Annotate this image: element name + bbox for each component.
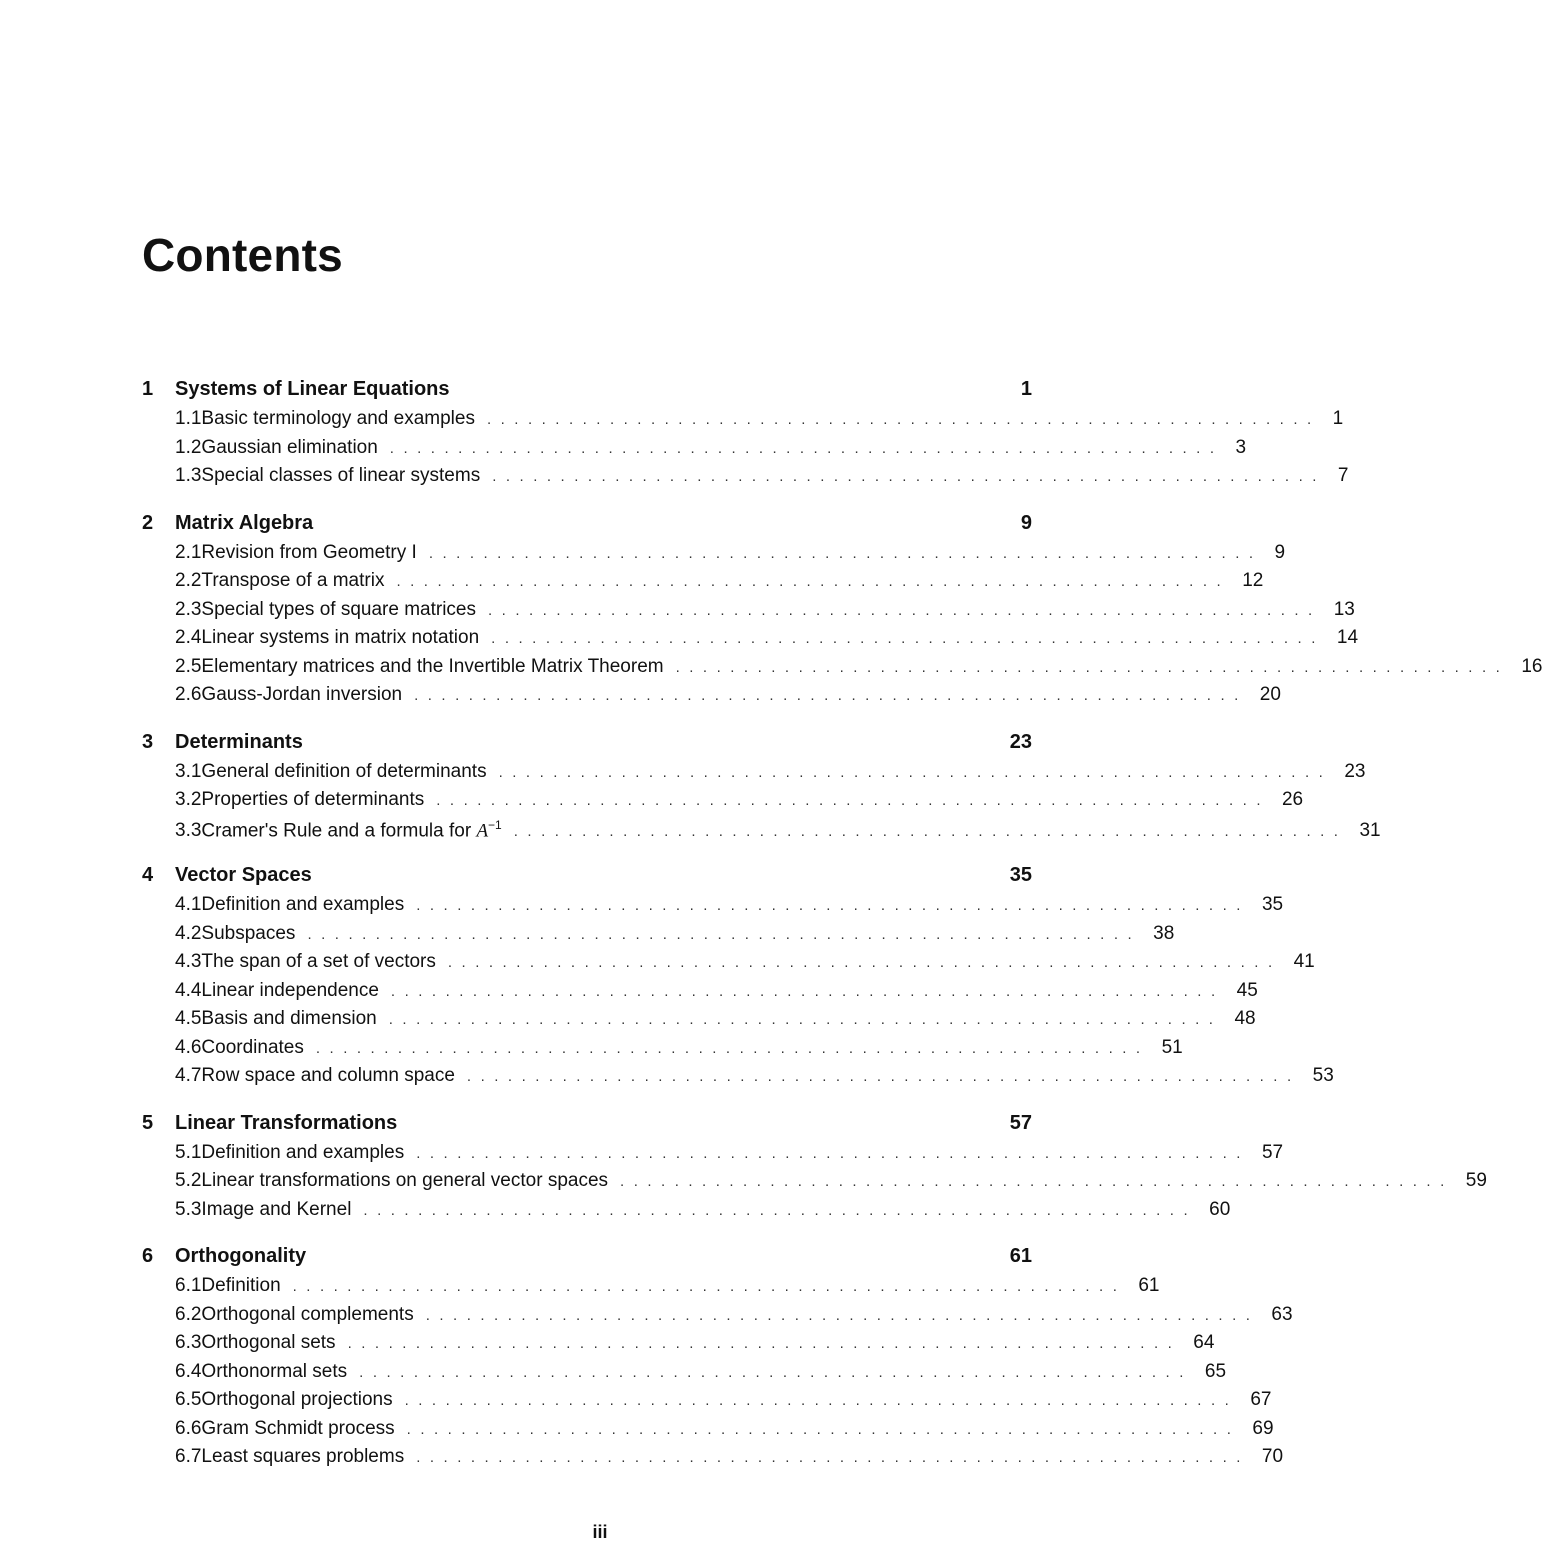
section-entry[interactable] bbox=[142, 922, 1175, 952]
section-number: 6.3 bbox=[175, 1332, 202, 1353]
section-entry[interactable] bbox=[142, 541, 1286, 571]
section-title: Linear systems in matrix notation bbox=[201, 627, 480, 648]
section-entry[interactable] bbox=[142, 1332, 1215, 1361]
chapter-page: 1 bbox=[1020, 378, 1032, 400]
toc-chapter bbox=[142, 511, 1542, 713]
section-entry[interactable] bbox=[142, 655, 1542, 685]
section-number: 4.5 bbox=[175, 1008, 202, 1029]
chapter-title: Linear Transformations bbox=[175, 1111, 398, 1134]
section-title: Properties of determinants bbox=[201, 789, 425, 810]
chapter-number: 4 bbox=[142, 864, 154, 886]
section-number: 2.2 bbox=[175, 570, 202, 591]
toc-chapter bbox=[142, 730, 1381, 847]
section-entry[interactable] bbox=[142, 789, 1304, 818]
section-number: 2.1 bbox=[175, 541, 202, 563]
section-title-wrap bbox=[201, 684, 402, 706]
section-title-wrap bbox=[201, 1446, 404, 1468]
section-page: 1 bbox=[1332, 408, 1344, 429]
section-title-wrap bbox=[201, 951, 435, 973]
section-number: 1.1 bbox=[175, 408, 202, 429]
dot-leader: ............................................................. bbox=[404, 1392, 1239, 1409]
toc-chapter bbox=[142, 1111, 1487, 1228]
section-number: 4.1 bbox=[175, 894, 202, 915]
section-page: 69 bbox=[1252, 1417, 1274, 1439]
section-title: Gauss-Jordan inversion bbox=[201, 684, 403, 705]
section-title: The span of a set of vectors bbox=[201, 951, 436, 972]
section-title: Gram Schmidt process bbox=[201, 1417, 395, 1439]
section-page: 23 bbox=[1344, 760, 1366, 782]
section-page: 70 bbox=[1261, 1446, 1284, 1467]
chapter-page: 61 bbox=[1009, 1245, 1032, 1267]
section-entry[interactable] bbox=[142, 1389, 1272, 1418]
dot-leader: ............................................................. bbox=[389, 439, 1224, 457]
section-page: 64 bbox=[1193, 1332, 1215, 1353]
section-entry[interactable] bbox=[142, 894, 1284, 923]
section-title: Orthonormal sets bbox=[201, 1360, 348, 1382]
section-title-wrap bbox=[201, 570, 384, 592]
chapter-title: Determinants bbox=[175, 730, 303, 753]
section-page: 41 bbox=[1293, 951, 1315, 972]
section-title-wrap bbox=[201, 789, 424, 811]
section-number: 5.2 bbox=[175, 1170, 202, 1191]
section-title-wrap bbox=[201, 818, 501, 842]
section-page: 20 bbox=[1259, 684, 1281, 705]
section-title: Image and Kernel bbox=[201, 1198, 352, 1220]
section-title: Subspaces bbox=[201, 922, 296, 944]
chapter-entry[interactable] bbox=[142, 864, 1032, 894]
section-title: Revision from Geometry I bbox=[201, 541, 417, 563]
section-title: Definition bbox=[201, 1275, 281, 1296]
section-title-wrap bbox=[201, 1361, 347, 1383]
section-number: 1.2 bbox=[175, 436, 202, 458]
section-number: 2.6 bbox=[175, 684, 202, 705]
section-entry[interactable] bbox=[142, 465, 1349, 494]
dot-leader: ............................................................. bbox=[388, 1011, 1223, 1028]
section-number: 6.4 bbox=[175, 1360, 202, 1382]
section-title: Orthogonal projections bbox=[201, 1389, 393, 1410]
section-title-wrap bbox=[201, 1275, 280, 1297]
section-title: Elementary matrices and the Invertible Matrix Theorem bbox=[201, 655, 664, 677]
dot-leader: ............................................................. bbox=[396, 573, 1231, 590]
section-entry[interactable] bbox=[142, 1446, 1284, 1475]
section-page: 3 bbox=[1235, 436, 1247, 458]
dot-leader: ............................................................. bbox=[436, 792, 1270, 809]
section-title: Orthogonal complements bbox=[201, 1303, 414, 1325]
section-title-wrap bbox=[201, 761, 486, 783]
section-entry[interactable] bbox=[142, 627, 1359, 656]
section-title-wrap bbox=[201, 656, 663, 678]
section-entry[interactable] bbox=[142, 817, 1381, 847]
section-title: Linear independence bbox=[201, 979, 379, 1001]
section-number: 4.4 bbox=[175, 979, 202, 1001]
section-entry[interactable] bbox=[142, 979, 1258, 1009]
section-title: Definition and examples bbox=[201, 894, 405, 915]
chapter-title: Vector Spaces bbox=[175, 864, 312, 886]
section-title-wrap bbox=[201, 542, 416, 564]
section-entry[interactable] bbox=[142, 760, 1366, 790]
dot-leader: ............................................................. bbox=[620, 1173, 1454, 1190]
section-page: 65 bbox=[1204, 1360, 1227, 1382]
section-number: 3.2 bbox=[175, 789, 202, 810]
chapter-number: 1 bbox=[142, 378, 154, 400]
chapter-number: 3 bbox=[142, 730, 154, 753]
section-entry[interactable] bbox=[142, 436, 1247, 466]
section-page: 16 bbox=[1521, 655, 1542, 677]
section-page: 13 bbox=[1333, 598, 1355, 620]
section-page: 60 bbox=[1209, 1198, 1231, 1220]
section-page: 61 bbox=[1138, 1275, 1160, 1296]
section-number: 3.1 bbox=[175, 760, 202, 782]
section-number: 5.1 bbox=[175, 1141, 202, 1163]
dot-leader: ............................................................. bbox=[466, 1068, 1301, 1085]
page-title: Contents bbox=[142, 229, 343, 281]
section-page: 35 bbox=[1261, 894, 1284, 915]
section-number: 2.4 bbox=[175, 627, 202, 648]
dot-leader: ............................................................. bbox=[513, 822, 1348, 840]
section-number: 1.3 bbox=[175, 465, 202, 486]
section-page: 67 bbox=[1250, 1389, 1272, 1410]
chapter-title: Matrix Algebra bbox=[175, 511, 314, 534]
section-title-wrap bbox=[201, 1332, 335, 1354]
toc-chapter bbox=[142, 1245, 1293, 1475]
section-title-wrap bbox=[201, 1008, 376, 1030]
section-title-wrap bbox=[201, 408, 475, 430]
dot-leader: ............................................................. bbox=[307, 925, 1142, 943]
dot-leader: ............................................................. bbox=[414, 687, 1248, 704]
section-title-wrap bbox=[201, 1170, 608, 1192]
section-title: Least squares problems bbox=[201, 1446, 405, 1467]
section-title: Special types of square matrices bbox=[201, 598, 476, 620]
section-entry[interactable] bbox=[142, 1303, 1293, 1333]
dot-leader: ............................................................. bbox=[359, 1363, 1193, 1381]
section-number: 6.1 bbox=[175, 1275, 202, 1296]
section-title: Special classes of linear systems bbox=[201, 465, 481, 486]
section-title-wrap bbox=[201, 1065, 454, 1087]
dot-leader: ............................................................. bbox=[428, 544, 1263, 562]
section-page: 12 bbox=[1242, 570, 1264, 591]
dot-leader: ............................................................. bbox=[675, 658, 1510, 676]
section-number: 4.6 bbox=[175, 1036, 202, 1058]
section-title-wrap bbox=[201, 599, 476, 621]
section-entry[interactable] bbox=[142, 1275, 1160, 1304]
chapter-number: 5 bbox=[142, 1111, 154, 1134]
section-title-wrap bbox=[201, 1037, 303, 1059]
chapter-entry[interactable] bbox=[142, 1112, 1032, 1142]
chapter-number: 2 bbox=[142, 511, 154, 534]
dot-leader: ............................................................. bbox=[491, 630, 1325, 647]
section-entry[interactable] bbox=[142, 1417, 1274, 1447]
section-entry[interactable] bbox=[142, 1065, 1334, 1094]
dot-leader: ............................................................. bbox=[492, 468, 1326, 485]
dot-leader: ............................................................. bbox=[486, 411, 1321, 428]
section-title: Definition and examples bbox=[201, 1141, 405, 1163]
page-number: iii bbox=[592, 1522, 608, 1542]
section-title-wrap bbox=[201, 980, 379, 1002]
section-number: 6.2 bbox=[175, 1303, 202, 1325]
section-entry[interactable] bbox=[142, 1008, 1256, 1037]
section-page: 9 bbox=[1274, 541, 1286, 563]
section-number: 4.3 bbox=[175, 951, 202, 972]
section-entry[interactable] bbox=[142, 1360, 1227, 1390]
section-title: Coordinates bbox=[201, 1036, 304, 1058]
dot-leader: ............................................................. bbox=[425, 1306, 1260, 1324]
dot-leader: ............................................................. bbox=[416, 897, 1250, 914]
section-title-wrap bbox=[201, 437, 377, 459]
section-title-wrap bbox=[201, 923, 295, 945]
section-number: 2.5 bbox=[175, 655, 202, 677]
section-number: 6.5 bbox=[175, 1389, 202, 1410]
section-title-wrap bbox=[201, 1418, 394, 1440]
section-page: 48 bbox=[1234, 1008, 1256, 1029]
section-title: Gaussian elimination bbox=[201, 436, 378, 458]
chapter-entry[interactable] bbox=[142, 731, 1032, 761]
section-title-wrap bbox=[201, 1199, 351, 1221]
section-entry[interactable] bbox=[142, 570, 1264, 599]
section-page: 51 bbox=[1161, 1036, 1183, 1058]
section-number: 2.3 bbox=[175, 598, 202, 620]
dot-leader: ............................................................. bbox=[390, 982, 1225, 1000]
section-number: 4.7 bbox=[175, 1065, 202, 1086]
chapter-entry[interactable] bbox=[142, 378, 1032, 408]
dot-leader: ............................................................. bbox=[347, 1335, 1182, 1352]
chapter-entry[interactable] bbox=[142, 512, 1032, 542]
section-title: Row space and column space bbox=[201, 1065, 455, 1086]
section-number: 6.7 bbox=[175, 1446, 202, 1467]
math-superscript: −1 bbox=[488, 817, 502, 832]
dot-leader: ............................................................. bbox=[416, 1449, 1250, 1466]
section-title-wrap bbox=[201, 894, 404, 916]
chapter-number: 6 bbox=[142, 1245, 154, 1267]
section-title: Transpose of a matrix bbox=[201, 570, 385, 591]
section-entry[interactable] bbox=[142, 1170, 1487, 1199]
section-title-wrap bbox=[201, 627, 479, 649]
section-entry[interactable] bbox=[142, 598, 1355, 628]
section-title: Basis and dimension bbox=[201, 1008, 377, 1029]
dot-leader: ............................................................. bbox=[498, 763, 1333, 781]
section-title: Basic terminology and examples bbox=[201, 408, 475, 429]
section-page: 53 bbox=[1312, 1065, 1334, 1086]
chapter-entry[interactable] bbox=[142, 1245, 1032, 1275]
dot-leader: ............................................................. bbox=[447, 954, 1282, 971]
section-title-wrap bbox=[201, 1389, 392, 1411]
section-title: Cramer's Rule and a formula for bbox=[201, 819, 472, 841]
section-entry[interactable] bbox=[142, 1141, 1284, 1171]
section-page: 45 bbox=[1236, 979, 1258, 1001]
dot-leader: ............................................................. bbox=[406, 1420, 1241, 1438]
dot-leader: ............................................................. bbox=[292, 1278, 1127, 1295]
section-title-wrap bbox=[201, 1304, 413, 1326]
section-entry[interactable] bbox=[142, 408, 1344, 437]
math-symbol: A bbox=[476, 819, 489, 841]
chapter-page: 23 bbox=[1009, 730, 1032, 753]
chapter-title: Orthogonality bbox=[175, 1245, 307, 1267]
section-page: 57 bbox=[1261, 1141, 1284, 1163]
chapter-title: Systems of Linear Equations bbox=[175, 378, 450, 400]
dot-leader: ............................................................. bbox=[363, 1201, 1198, 1219]
section-page: 63 bbox=[1271, 1303, 1293, 1325]
section-number: 5.3 bbox=[175, 1198, 202, 1220]
dot-leader: ............................................................. bbox=[488, 601, 1322, 619]
section-entry[interactable] bbox=[142, 1036, 1183, 1066]
chapter-page: 35 bbox=[1009, 864, 1032, 886]
section-entry[interactable] bbox=[142, 951, 1315, 980]
section-title: Orthogonal sets bbox=[201, 1332, 336, 1353]
section-title-wrap bbox=[201, 1142, 404, 1164]
table-of-contents bbox=[142, 378, 1542, 1493]
toc-chapter bbox=[142, 378, 1349, 494]
section-title: Linear transformations on general vector spaces bbox=[201, 1170, 609, 1191]
chapter-page: 9 bbox=[1020, 511, 1032, 534]
dot-leader: ............................................................. bbox=[416, 1144, 1250, 1162]
section-number: 4.2 bbox=[175, 922, 202, 944]
section-page: 38 bbox=[1153, 922, 1175, 944]
section-page: 26 bbox=[1281, 789, 1304, 810]
section-page: 14 bbox=[1336, 627, 1359, 648]
section-page: 59 bbox=[1465, 1170, 1487, 1191]
toc-chapter bbox=[142, 864, 1334, 1094]
section-title-wrap bbox=[201, 465, 480, 487]
section-title: General definition of determinants bbox=[201, 760, 487, 782]
section-number: 3.3 bbox=[175, 819, 202, 841]
section-page: 31 bbox=[1359, 819, 1381, 841]
section-number: 6.6 bbox=[175, 1417, 202, 1439]
section-entry[interactable] bbox=[142, 684, 1281, 713]
section-entry[interactable] bbox=[142, 1198, 1231, 1228]
chapter-page: 57 bbox=[1009, 1111, 1032, 1134]
section-page: 7 bbox=[1337, 465, 1349, 486]
dot-leader: ............................................................. bbox=[315, 1039, 1150, 1057]
